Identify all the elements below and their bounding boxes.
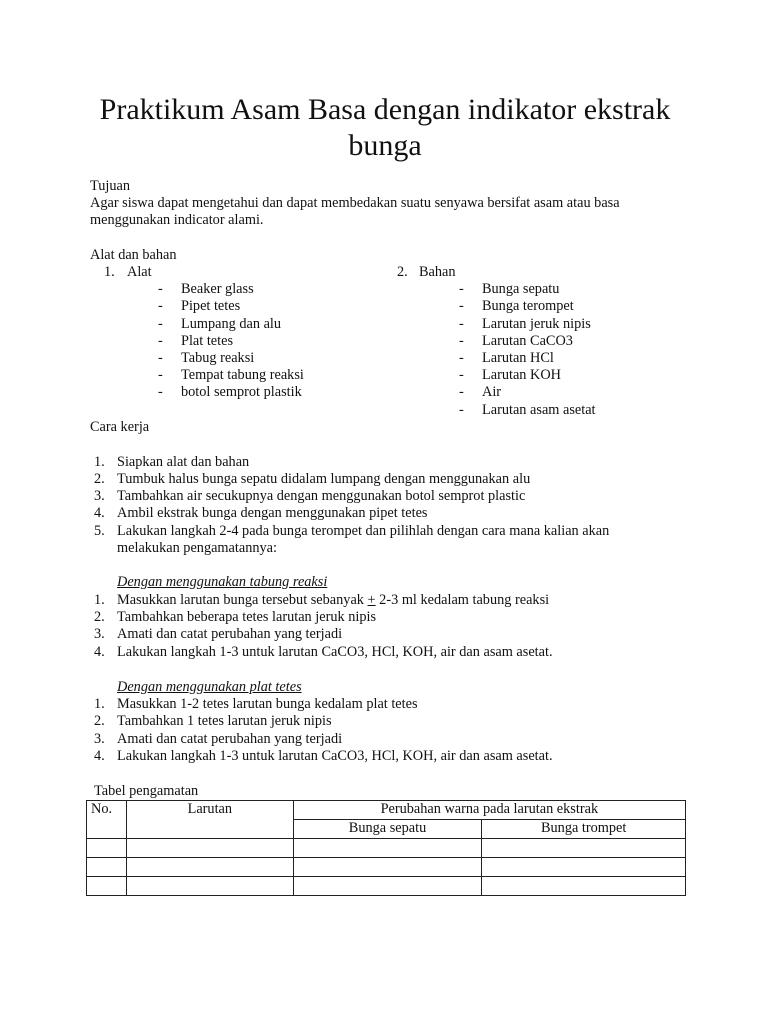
step-text: Tumbuk halus bunga sepatu didalam lumpang dengan menggunakan alu [117, 471, 531, 487]
bahan-item: Larutan asam asetat [482, 402, 596, 418]
col-header-larutan: Larutan [126, 801, 293, 839]
step-text-part: 2-3 ml kedalam tabung reaksi [375, 592, 550, 608]
step-5-continuation: melakukan pengamatannya: [117, 540, 277, 556]
alat-item-dash: - [158, 384, 163, 400]
bahan-item-dash: - [459, 298, 464, 314]
alat-item: Tempat tabung reaksi [181, 367, 304, 383]
step-text-part: Masukkan larutan bunga tersebut sebanyak [117, 592, 368, 608]
alat-item: Pipet tetes [181, 298, 241, 314]
table-cell [87, 877, 127, 896]
step-number: 4. [94, 748, 105, 764]
col-header-no: No. [87, 801, 127, 839]
step-text: Lakukan langkah 1-3 untuk larutan CaCO3, HCl, KOH, air dan asam asetat. [117, 644, 553, 660]
step-number: 2. [94, 713, 105, 729]
bahan-item: Larutan KOH [482, 367, 562, 383]
step-number: 4. [94, 644, 105, 660]
bahan-item-dash: - [459, 333, 464, 349]
step-text: Lakukan langkah 2-4 pada bunga terompet dan pilihlah dengan cara mana kalian akan [117, 523, 610, 539]
bahan-item: Larutan CaCO3 [482, 333, 573, 349]
alat-item-dash: - [158, 350, 163, 366]
bahan-item: Larutan jeruk nipis [482, 316, 591, 332]
table-cell [482, 858, 686, 877]
table-cell [482, 877, 686, 896]
table-cell [87, 839, 127, 858]
alat-item: Beaker glass [181, 281, 254, 297]
alat-item: botol semprot plastik [181, 384, 302, 400]
alat-number: 1. [104, 264, 115, 280]
bahan-number: 2. [397, 264, 408, 280]
step-number: 1. [94, 454, 105, 470]
plat-tetes-heading: Dengan menggunakan plat tetes [117, 679, 302, 695]
step-text: Masukkan 1-2 tetes larutan bunga kedalam plat tetes [117, 696, 418, 712]
table-row [87, 877, 686, 896]
table-cell [293, 877, 482, 896]
alat-label: Alat [127, 264, 152, 280]
step-number: 2. [94, 471, 105, 487]
step-text: Tambahkan air secukupnya dengan menggunakan botol semprot plastic [117, 488, 526, 504]
bahan-item-dash: - [459, 367, 464, 383]
col-header-bunga-trompet: Bunga trompet [482, 820, 686, 839]
bahan-item: Larutan HCl [482, 350, 554, 366]
bahan-label: Bahan [419, 264, 456, 280]
table-cell [126, 877, 293, 896]
table-cell [87, 858, 127, 877]
alat-item: Tabug reaksi [181, 350, 255, 366]
step-number: 1. [94, 696, 105, 712]
bahan-item-dash: - [459, 384, 464, 400]
bahan-item-dash: - [459, 402, 464, 418]
step-number: 4. [94, 505, 105, 521]
table-cell [293, 839, 482, 858]
table-header-row [87, 801, 686, 820]
step-number: 2. [94, 609, 105, 625]
alat-item-dash: - [158, 298, 163, 314]
observation-table [86, 800, 686, 896]
alat-item-dash: - [158, 367, 163, 383]
table-cell [293, 858, 482, 877]
tujuan-line-2: menggunakan indicator alami. [90, 212, 264, 228]
tujuan-heading: Tujuan [90, 178, 130, 194]
table-cell [126, 839, 293, 858]
alat-item-dash: - [158, 333, 163, 349]
alat-item: Lumpang dan alu [181, 316, 282, 332]
alat-item-dash: - [158, 281, 163, 297]
plus-minus-sign: + [367, 592, 376, 608]
table-row [87, 858, 686, 877]
col-header-perubahan-warna: Perubahan warna pada larutan ekstrak [293, 801, 685, 820]
step-number: 1. [94, 592, 105, 608]
table-cell [126, 858, 293, 877]
alat-item-dash: - [158, 316, 163, 332]
step-text [117, 592, 549, 609]
step-number: 3. [94, 626, 105, 642]
document-title [60, 92, 710, 164]
table-cell [482, 839, 686, 858]
bahan-item: Air [482, 384, 502, 400]
cara-kerja-heading: Cara kerja [90, 419, 150, 435]
bahan-item-dash: - [459, 316, 464, 332]
bahan-item: Bunga terompet [482, 298, 574, 314]
bahan-item-dash: - [459, 281, 464, 297]
step-text: Tambahkan beberapa tetes larutan jeruk nipis [117, 609, 377, 625]
step-number: 3. [94, 731, 105, 747]
col-header-bunga-sepatu: Bunga sepatu [293, 820, 482, 839]
tabung-reaksi-heading: Dengan menggunakan tabung reaksi [117, 574, 328, 590]
tujuan-line-1: Agar siswa dapat mengetahui dan dapat membedakan suatu senyawa bersifat asam atau basa [90, 195, 620, 211]
tabel-heading: Tabel pengamatan [94, 783, 199, 799]
title-line-1: Praktikum Asam Basa dengan indikator ekstrak [99, 93, 671, 126]
step-number: 3. [94, 488, 105, 504]
step-text: Amati dan catat perubahan yang terjadi [117, 731, 343, 747]
alat-bahan-heading: Alat dan bahan [90, 247, 177, 263]
bahan-item: Bunga sepatu [482, 281, 560, 297]
table-row [87, 839, 686, 858]
step-text: Lakukan langkah 1-3 untuk larutan CaCO3, HCl, KOH, air dan asam asetat. [117, 748, 553, 764]
step-text: Siapkan alat dan bahan [117, 454, 250, 470]
title-line-2: bunga [348, 129, 422, 162]
step-text: Tambahkan 1 tetes larutan jeruk nipis [117, 713, 332, 729]
step-text: Amati dan catat perubahan yang terjadi [117, 626, 343, 642]
step-text: Ambil ekstrak bunga dengan menggunakan pipet tetes [117, 505, 428, 521]
alat-item: Plat tetes [181, 333, 234, 349]
step-number: 5. [94, 523, 105, 539]
bahan-item-dash: - [459, 350, 464, 366]
